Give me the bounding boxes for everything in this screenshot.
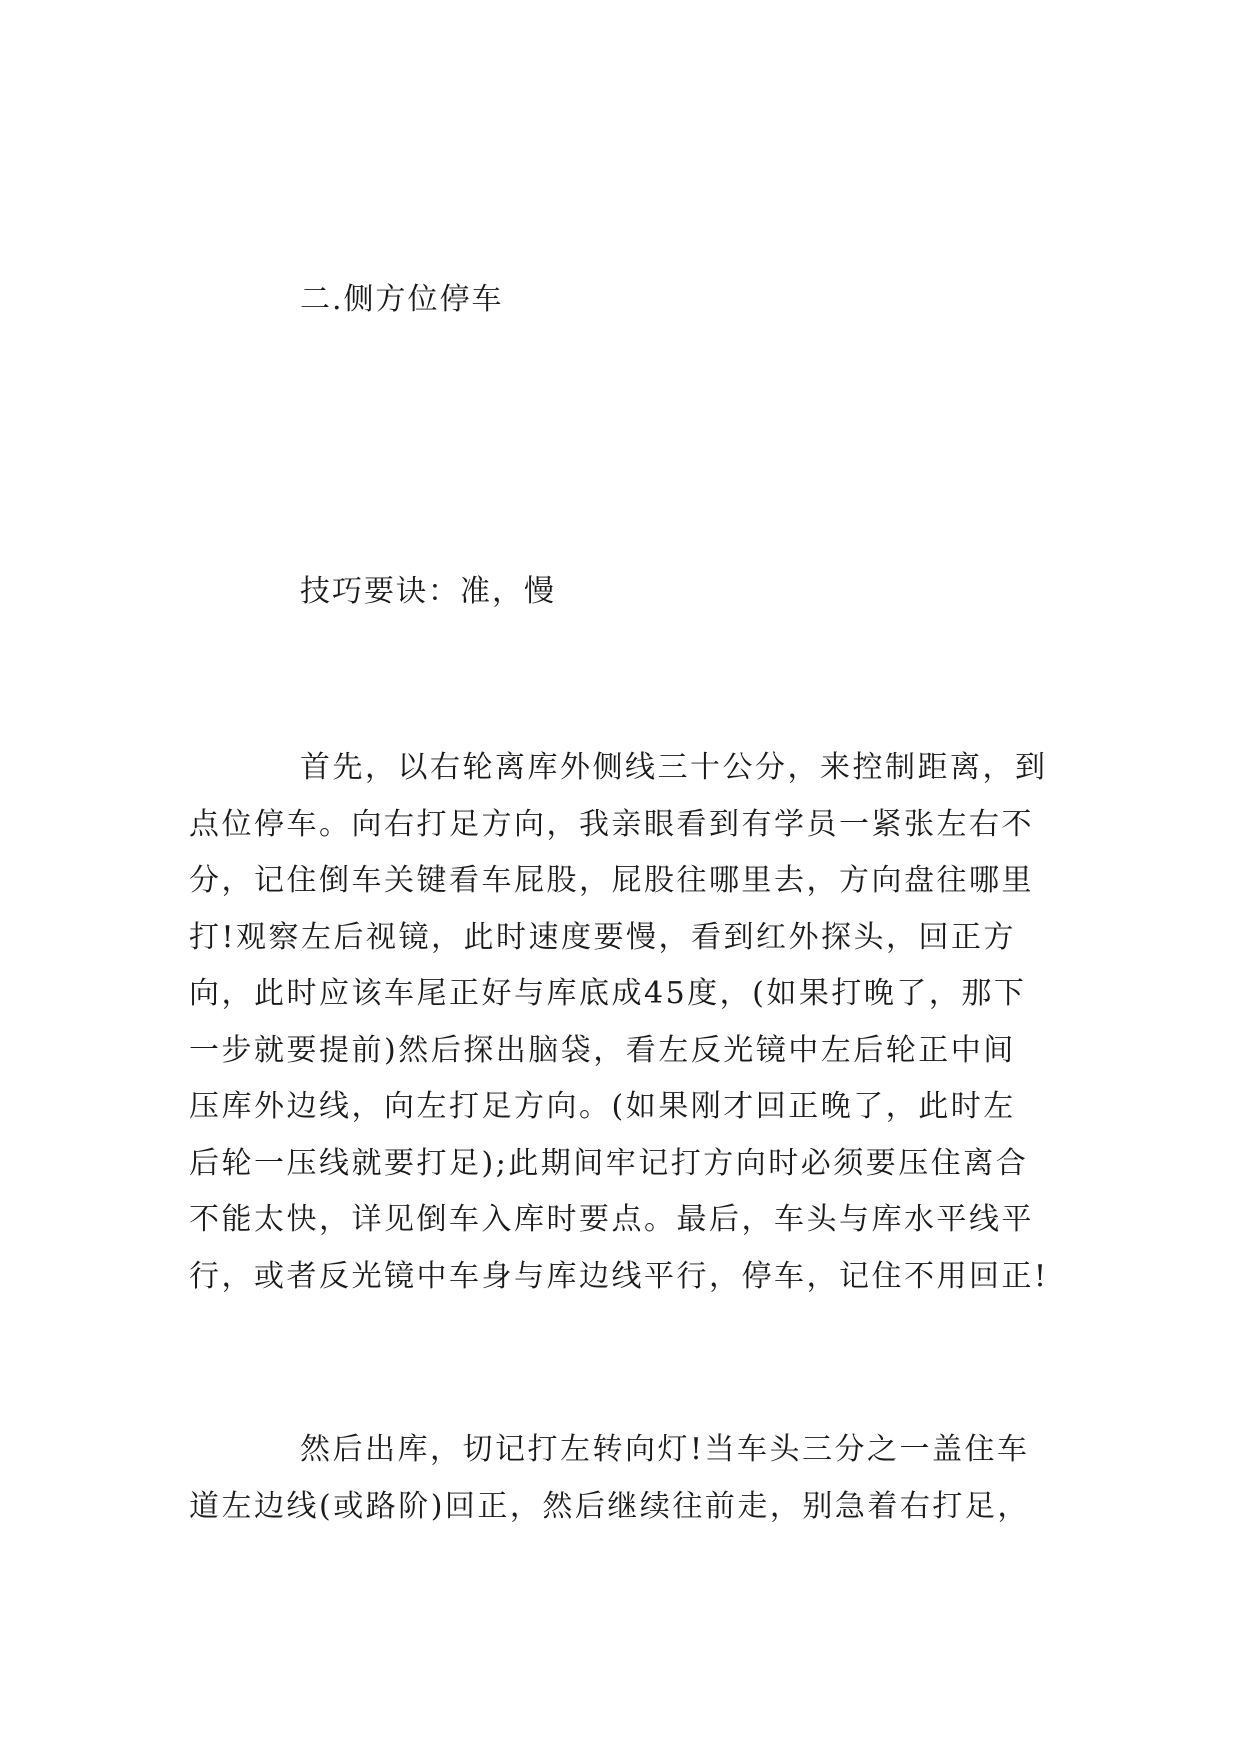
paragraph-line: 压库外边线，向左打足方向。(如果刚才回正晚了，此时左: [189, 1089, 1016, 1124]
section-heading: 二.侧方位停车: [300, 282, 504, 317]
paragraph-line: 行，或者反光镜中车身与库边线平行，停车，记住不用回正!: [189, 1258, 1049, 1294]
paragraph-line: 打!观察左后视镜，此时速度要慢，看到红外探头，回正方: [189, 919, 1017, 955]
paragraph-parking-steps: [189, 740, 1049, 1305]
tip-line: 技巧要诀：准，慢: [300, 574, 556, 609]
paragraph-line: 不能太快，详见倒车入库时要点。最后，车头与库水平线平: [189, 1202, 1034, 1237]
paragraph-line: 一步就要提前)然后探出脑袋，看左反光镜中左后轮正中间: [189, 1032, 1016, 1068]
paragraph-line: 向，此时应该车尾正好与库底成45度，(如果打晚了，那下: [189, 976, 1027, 1011]
paragraph-line: 然后出库，切记打左转向灯!当车头三分之一盖住车: [300, 1432, 1030, 1467]
paragraph-line: 分，记住倒车关键看车屁股，屁股往哪里去，方向盘往哪里: [189, 863, 1034, 898]
paragraph-line: 首先，以右轮离库外侧线三十公分，来控制距离，到: [300, 750, 1048, 785]
paragraph-exit-steps: [189, 1422, 1049, 1535]
paragraph-line: 后轮一压线就要打足);此期间牢记打方向时必须要压住离合: [189, 1145, 1029, 1181]
paragraph-line: 道左边线(或路阶)回正，然后继续往前走，别急着右打足，: [189, 1488, 1030, 1524]
paragraph-line: 点位停车。向右打足方向，我亲眼看到有学员一紧张左右不: [189, 806, 1034, 842]
